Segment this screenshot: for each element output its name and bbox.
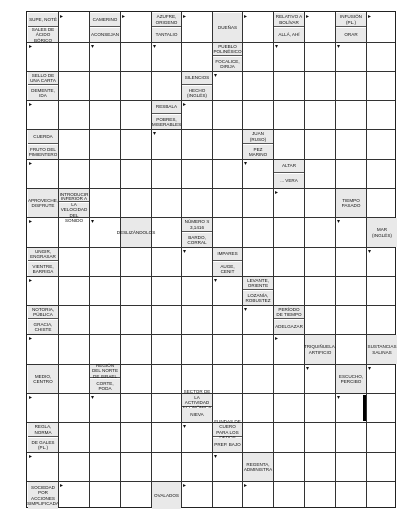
clue-text: TIEMPO PASADO	[341, 197, 361, 208]
direction-arrow-icon: ▸	[29, 395, 33, 401]
clue-box	[182, 86, 212, 100]
grid-row-line	[27, 452, 395, 453]
clue-box	[336, 365, 366, 393]
clue-box	[213, 438, 242, 452]
clue-text: MEDIO, CENTRO	[33, 373, 53, 384]
clue-text: FOCALICE, DIRIJA	[215, 58, 240, 69]
clue-box	[213, 43, 242, 56]
clue-text: ORAR	[344, 32, 358, 38]
direction-arrow-icon: ▸	[29, 336, 33, 342]
direction-arrow-icon: ▸	[29, 454, 33, 460]
clue-box	[367, 335, 397, 364]
direction-arrow-icon: ▾	[91, 395, 95, 401]
direction-arrow-icon: ▾	[368, 249, 372, 255]
clue-box	[28, 365, 58, 393]
clue-box	[243, 291, 273, 305]
direction-arrow-icon: ▾	[244, 307, 248, 313]
direction-arrow-icon: ▸	[183, 483, 187, 489]
clue-box	[213, 248, 242, 261]
clue-text: REGLA, NORMA	[34, 424, 52, 435]
direction-arrow-icon: ▾	[183, 424, 187, 430]
clue-box	[152, 28, 181, 42]
clue-text: TANTALIO	[155, 32, 178, 38]
clue-text: INFUSIÓN (PL.)	[340, 14, 362, 25]
clue-box	[182, 72, 212, 85]
clue-text: TRIQUIÑUELA, ARTIFICIO	[303, 344, 337, 355]
clue-text: OVALADOS	[154, 492, 179, 498]
clue-text: PERÍODO DE TIEMPO	[276, 306, 302, 317]
direction-arrow-icon: ▾	[306, 366, 310, 372]
clue-text: POBRES, MISERABLES	[151, 116, 182, 127]
clue-text: PUEBLO POLINÉSICO	[213, 43, 242, 54]
direction-arrow-icon: ▸	[275, 336, 279, 342]
direction-arrow-icon: ▸	[29, 44, 33, 50]
clue-text: NIEVA	[190, 412, 204, 418]
clue-text: SUPE, NOTÉ	[29, 16, 57, 22]
clue-text: REGIÓN DEL NORTE DE ISRAEL	[91, 362, 119, 379]
clue-box	[28, 72, 58, 85]
clue-box	[59, 196, 89, 224]
clue-text: DE GALES (PL.)	[31, 439, 55, 450]
clue-text: LEVANTE, ORIENTE	[247, 277, 269, 288]
clue-box	[90, 13, 120, 27]
clue-text: MAR (INGLÉS)	[372, 227, 392, 238]
clue-box	[182, 389, 212, 407]
direction-arrow-icon: ▾	[368, 366, 372, 372]
clue-text: APROVECHE, DISFRUTE	[27, 197, 59, 208]
clue-box	[28, 248, 58, 261]
direction-arrow-icon: ▸	[275, 190, 279, 196]
clue-box	[274, 28, 304, 42]
grid-row-line	[27, 481, 395, 482]
clue-box	[28, 189, 58, 217]
clue-text: SUSTANCIAS SALINAS	[367, 344, 397, 355]
direction-arrow-icon: ▸	[60, 14, 64, 20]
clue-text: RELATIVO A BOLÍVAR	[275, 14, 303, 25]
direction-arrow-icon: ▾	[337, 219, 341, 225]
direction-arrow-icon: ▾	[337, 44, 341, 50]
direction-arrow-icon: ▾	[183, 249, 187, 255]
clue-box	[28, 320, 58, 334]
clue-text: SALES DE ÁCIDO BÓRICO	[31, 26, 55, 43]
clue-text: ADELGAZAR	[275, 324, 303, 330]
black-separator-bar	[363, 395, 366, 421]
clue-box	[28, 130, 58, 144]
clue-box	[28, 86, 58, 100]
clue-box	[274, 320, 304, 334]
direction-arrow-icon: ▸	[244, 483, 248, 489]
clue-text: REGENTA, ADMINISTRA	[243, 461, 273, 472]
clue-text: INTRODUCIR	[59, 192, 89, 198]
clue-text: LOZANÍA, ROBUSTEZ	[245, 292, 271, 303]
grid-column-line	[58, 12, 59, 507]
clue-text: IMPARES	[217, 251, 238, 257]
clue-box	[152, 482, 181, 509]
clue-box	[305, 335, 335, 364]
clue-text: SECTOR DE LA ACTIVIDAD	[183, 389, 211, 405]
crossword-grid	[26, 11, 396, 508]
clue-text: NÚMERO π 3,1416	[184, 219, 210, 230]
clue-box	[28, 482, 58, 509]
clue-text: DUEÑAS	[217, 24, 238, 30]
direction-arrow-icon: ▾	[337, 395, 341, 401]
clue-box	[336, 13, 366, 27]
clue-text: ... VERA	[280, 178, 298, 184]
clue-text: BARDO, CORRAL	[187, 234, 207, 245]
grid-column-line	[273, 12, 274, 507]
clue-box	[28, 438, 58, 452]
grid-row-line	[27, 129, 395, 130]
clue-box	[336, 28, 366, 42]
direction-arrow-icon: ▸	[244, 14, 248, 20]
direction-arrow-icon: ▾	[153, 131, 157, 137]
grid-row-line	[27, 305, 395, 306]
clue-box	[152, 101, 181, 114]
direction-arrow-icon: ▸	[29, 161, 33, 167]
clue-text: INFERIOR A LA VELOCIDAD DEL SONIDO	[60, 196, 88, 224]
grid-column-line	[242, 12, 243, 507]
clue-text: CORTE, PODA	[96, 380, 114, 391]
direction-arrow-icon: ▸	[60, 483, 64, 489]
clue-text: ACONSEJAN	[90, 32, 120, 38]
clue-text: ALTAR	[281, 163, 297, 169]
grid-row-line	[27, 422, 395, 423]
clue-text: PEZ MARINO	[248, 146, 268, 157]
clue-text: GRACIA, CHISTE	[33, 321, 53, 332]
clue-box	[90, 379, 120, 393]
direction-arrow-icon: ▸	[29, 219, 33, 225]
grid-column-line	[335, 12, 336, 507]
grid-row-line	[27, 334, 395, 335]
clue-box	[367, 218, 397, 247]
clue-box	[213, 57, 242, 71]
direction-arrow-icon: ▸	[29, 102, 33, 108]
clue-text: RESBALA	[155, 104, 178, 110]
clue-box	[243, 453, 273, 481]
clue-text: UNGIR, ENGRASAR	[30, 248, 56, 259]
clue-box	[243, 277, 273, 290]
grid-row-line	[27, 100, 395, 101]
clue-text: JUAN (RUSO)	[249, 131, 267, 142]
direction-arrow-icon: ▸	[368, 14, 372, 20]
clue-text: ALLÁ, AHÍ	[278, 32, 300, 38]
clue-box	[116, 218, 156, 247]
clue-box	[243, 130, 273, 144]
direction-arrow-icon: ▸	[29, 278, 33, 284]
grid-column-line	[304, 12, 305, 507]
grid-column-line	[89, 12, 90, 507]
direction-arrow-icon: ▸	[122, 14, 126, 20]
clue-box	[90, 28, 120, 42]
grid-row-line	[27, 159, 395, 160]
clue-text: HECHO (INGLÉS)	[187, 87, 207, 98]
clue-box	[213, 418, 242, 437]
direction-arrow-icon: ▾	[214, 454, 218, 460]
clue-text: DESLIZÁNDOLOS	[116, 229, 156, 235]
clue-text: AUGE, CENIT	[220, 263, 235, 274]
clue-box	[90, 362, 120, 379]
clue-box	[274, 160, 304, 173]
clue-box	[28, 306, 58, 319]
clue-box	[182, 408, 212, 422]
direction-arrow-icon: ▾	[91, 44, 95, 50]
direction-arrow-icon: ▾	[153, 44, 157, 50]
clue-box	[274, 13, 304, 27]
grid-row-line	[27, 247, 395, 248]
grid-column-line	[120, 12, 121, 507]
clue-text: FUNDAS DE CUERO PARA LOS	[214, 418, 241, 435]
grid-column-line	[366, 12, 367, 507]
clue-text: CUERDA	[33, 133, 53, 139]
direction-arrow-icon: ▾	[244, 161, 248, 167]
clue-text: DEMENTE, IDA	[31, 87, 55, 98]
clue-text: SELLO DE UNA CARTA	[30, 72, 56, 83]
clue-box	[28, 28, 58, 42]
clue-text: NOTORIA, PÚBLICA	[31, 306, 55, 317]
clue-text: CAMERINO	[92, 16, 118, 22]
clue-text: SILENCIOS	[184, 75, 210, 81]
clue-box	[152, 115, 181, 129]
clue-text: FRUTO DEL PIMIENTERO	[28, 146, 58, 157]
clue-box	[213, 262, 242, 276]
clue-box	[28, 13, 58, 27]
clue-text: VIENTRE, BARRIGA	[32, 263, 54, 274]
clue-box	[213, 13, 242, 42]
direction-arrow-icon: ▾	[91, 219, 95, 225]
clue-text: AZUFRE, ORIGENO	[155, 14, 178, 25]
clue-box	[274, 306, 304, 319]
clue-box	[336, 189, 366, 217]
grid-row-line	[27, 42, 395, 43]
clue-box	[274, 174, 304, 188]
direction-arrow-icon: ▾	[214, 278, 218, 284]
clue-box	[28, 423, 58, 437]
grid-row-line	[27, 276, 395, 277]
direction-arrow-icon: ▸	[306, 14, 310, 20]
clue-box	[182, 233, 212, 247]
clue-box	[182, 218, 212, 232]
grid-column-line	[151, 12, 152, 507]
clue-text: ESCUCHO, PERCIBO	[338, 373, 364, 384]
direction-arrow-icon: ▾	[275, 44, 279, 50]
clue-text: SOCIEDAD POR ACCIONES SIMPLIFICADA	[27, 484, 59, 506]
clue-box	[152, 13, 181, 27]
direction-arrow-icon: ▸	[183, 14, 187, 20]
clue-box	[28, 262, 58, 276]
direction-arrow-icon: ▸	[183, 102, 187, 108]
clue-text: PREP. BAJO	[214, 442, 241, 448]
direction-arrow-icon: ▾	[214, 73, 218, 79]
clue-box	[243, 145, 273, 159]
clue-box	[28, 145, 58, 159]
